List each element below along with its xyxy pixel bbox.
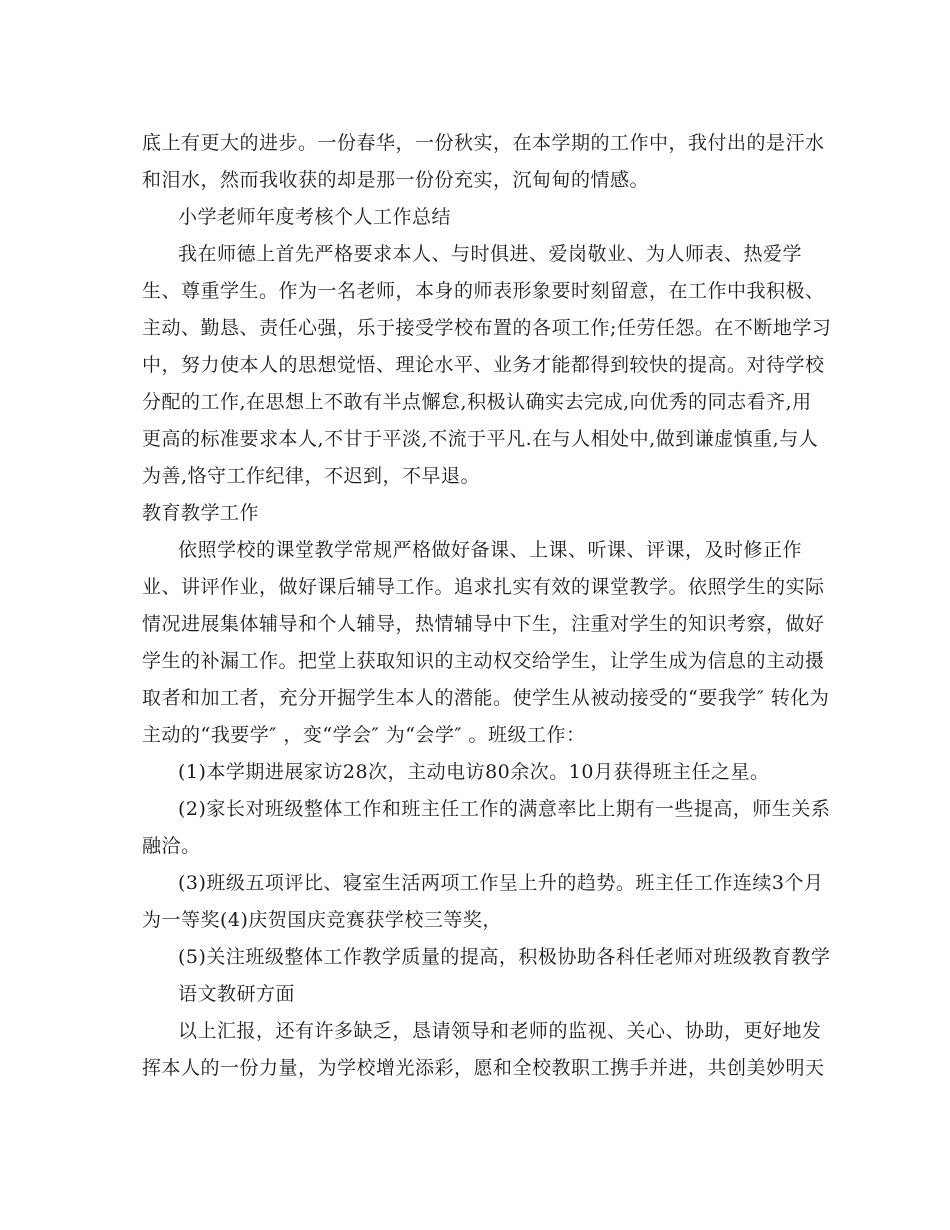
text-line: 取者和加工者，充分开掘学生本人的潜能。使学生从被动接受的“要我学″ 转化为	[142, 687, 830, 709]
section-title: 小学老师年度考核个人工作总结	[178, 206, 452, 228]
text-line: 分配的工作,在思想上不敢有半点懈怠,积极认确实去完成,向优秀的同志看齐,用	[142, 391, 812, 413]
text-line: 学生的补漏工作。把堂上获取知识的主动权交给学生，让学生成为信息的主动摄	[142, 650, 825, 672]
text-line: 主动、勤恳、责任心强，乐于接受学校布置的各项工作;任劳任怨。在不断地学习	[142, 317, 832, 339]
text-line: 中，努力使本人的思想觉悟、理论水平、业务才能都得到较快的提高。对待学校	[142, 354, 825, 376]
text-line: 挥本人的一份力量，为学校增光添彩，愿和全校教职工携手并进，共创美妙明天	[142, 1057, 825, 1079]
list-item: (1)本学期进展家访28次，主动电访80余次。10月获得班主任之星。	[178, 761, 770, 783]
list-item: (3)班级五项评比、寝室生活两项工作呈上升的趋势。班主任工作连续3个月	[178, 872, 824, 894]
text-line: 情况进展集体辅导和个人辅导，热情辅导中下生，注重对学生的知识考察，做好	[142, 613, 825, 635]
text-line: 为一等奖(4)庆贺国庆竞赛获学校三等奖，	[142, 909, 502, 931]
text-line: 依照学校的课堂教学常规严格做好备课、上课、听课、评课，及时修正作	[178, 539, 803, 561]
section-heading: 语文教研方面	[178, 983, 296, 1005]
text-line: 生、尊重学生。作为一名老师，本身的师表形象要时刻留意，在工作中我积极、	[142, 280, 825, 302]
text-line: 和泪水，然而我收获的却是那一份份充实，沉甸甸的情感。	[142, 169, 650, 191]
section-heading: 教育教学工作	[142, 502, 260, 524]
text-line: 我在师德上首先严格要求本人、与时俱进、爱岗敬业、为人师表、热爱学	[178, 243, 803, 265]
text-line: 融洽。	[142, 835, 201, 857]
text-line: 主动的“我要学″ ，变“学会″ 为“会学″ 。班级工作：	[142, 724, 586, 746]
list-item: (5)关注班级整体工作教学质量的提高，积极协助各科任老师对班级教育教学	[178, 946, 831, 968]
text-line: 以上汇报，还有许多缺乏，恳请领导和老师的监视、关心、协助，更好地发	[178, 1020, 822, 1042]
text-line: 底上有更大的进步。一份春华，一份秋实，在本学期的工作中，我付出的是汗水	[142, 132, 825, 154]
text-line: 业、讲评作业，做好课后辅导工作。追求扎实有效的课堂教学。依照学生的实际	[142, 576, 825, 598]
text-line: 为善,恪守工作纪律，不迟到，不早退。	[142, 465, 481, 487]
list-item: (2)家长对班级整体工作和班主任工作的满意率比上期有一些提高，师生关系	[178, 798, 831, 820]
text-line: 更高的标准要求本人,不甘于平淡,不流于平凡.在与人相处中,做到谦虚慎重,与人	[142, 428, 819, 450]
